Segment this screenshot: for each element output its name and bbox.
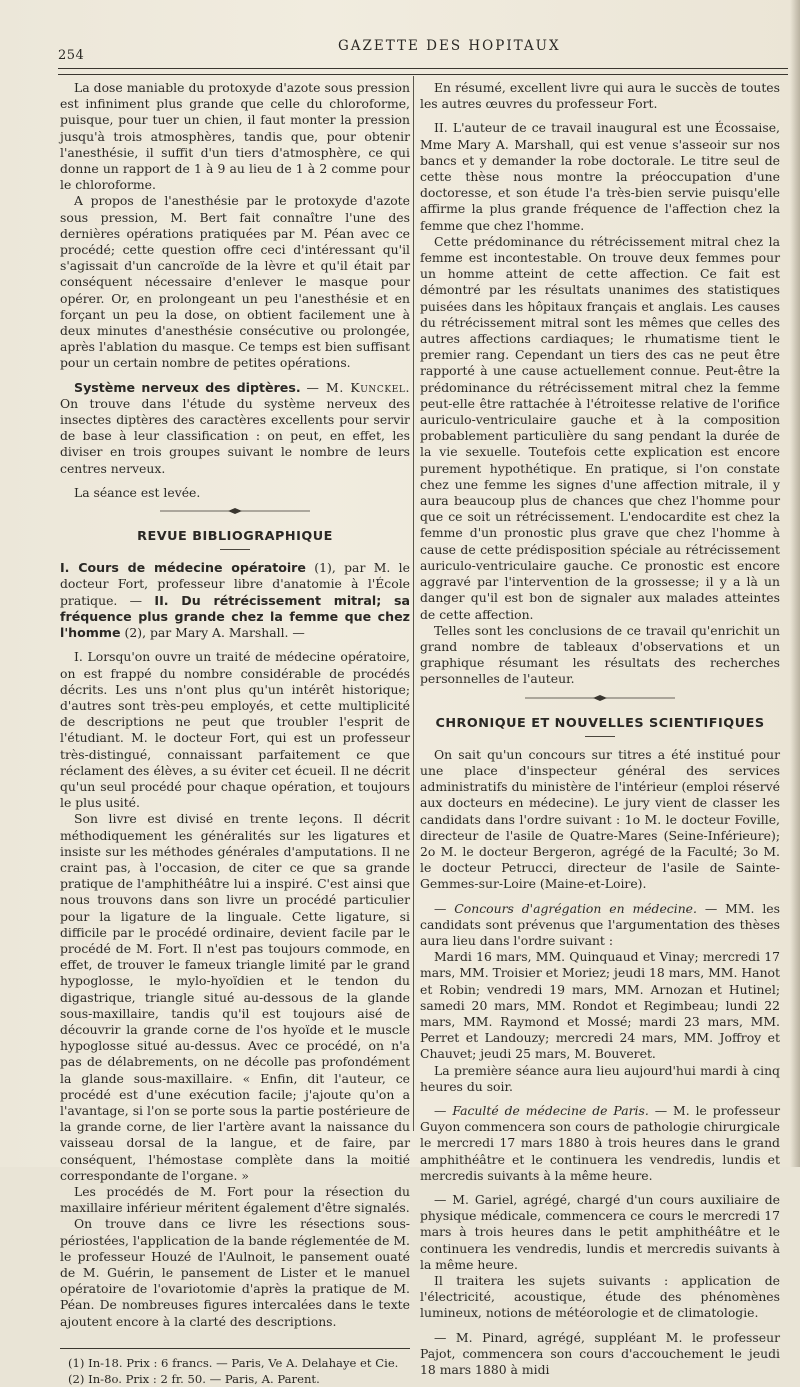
left-column <box>60 80 410 1387</box>
paragraph-text: — MM. les candidats sont prévenus que l'argumentation des thèses aura lieu dans l'ordre suivant : <box>420 900 780 948</box>
paragraph: II. L'auteur de ce travail inaugural est une Écossaise, Mme Mary A. Marshall, qui est venue s'asseoir sur nos bancs et y demander la robe doctorale. Le titre seul de cette thèse nous montre la préoccupation d'une doctoresse, et son étude l'a très-bien servie puisqu'elle affirme la plus grande fréquence de l'affection chez la femme que chez l'homme. <box>420 120 780 233</box>
paragraph: A propos de l'anesthésie par le protoxyde d'azote sous pression, M. Bert fait connaître l'une des dernières opérations pratiquées par M. Péan avec ce procédé; cette question offre ceci d'intéressant qu'il s'agissait d'un cancroïde de la lèvre et qu'il était par conséquent nécessaire d'enlever le masque pour opérer. Or, en prolongeant un peu l'anesthésie et en forçant un peu la dose, on obtient facilement une à deux minutes d'anesthésie consécutive ou prolongée, après l'ablation du masque. Ce temps est bien suffisant pour un certain nombre de petites opérations. <box>60 193 410 371</box>
section-title-dipteres: Système nerveux des diptères. <box>74 379 301 395</box>
paragraph <box>420 901 780 950</box>
footnote: (1) In-18. Prix : 6 francs. — Paris, Ve A. Delahaye et Cie. <box>68 1355 399 1370</box>
paragraph <box>420 1103 780 1184</box>
journal-title: GAZETTE DES HOPITAUX <box>338 38 561 54</box>
author-name: — M. Kunckel. <box>306 379 410 395</box>
paragraph: La première séance aura lieu aujourd'hui mardi à cinq heures du soir. <box>420 1062 780 1094</box>
column-divider <box>413 76 414 1131</box>
paragraph: Telles sont les conclusions de ce travail qu'enrichit un grand nombre de tableaux d'observations et un graphique résumant les résultats des recherches personnelles de l'auteur. <box>420 622 780 687</box>
paragraph: On sait qu'un concours sur titres a été institué pour une place d'inspecteur général des services administratifs du ministère de l'intérieur (emploi réservé aux docteurs en médecine). Le jury vient de classer les candidats dans l'ordre suivant : 1o M. le docteur Foville, directeur de l'asile de Quatre-Mares (Seine-Inférieure); 2o M. le docteur Bergeron, agrégé de la Faculté; 3o M. le docteur Petrucci, directeur de l'asile de Sainte-Gemmes-sur-Loire (Maine-et-Loire). <box>420 746 780 892</box>
paragraph-text: — M. le professeur Guyon commencera son cours de pathologie chirurgicale le mercredi 17 mars 1880 à trois heures dans le grand amphithéâtre et le continuera les vendredis, lundis et mercredis suivants à la même heure. <box>420 1102 780 1183</box>
page-header <box>58 38 788 68</box>
footnote-rule <box>60 1348 410 1349</box>
short-rule <box>220 549 250 550</box>
paragraph: — M. Gariel, agrégé, chargé d'un cours auxiliaire de physique médicale, commencera ce cours le mercredi 17 mars à trois heures dans le petit amphithéâtre et le continuera les vendredis, lundis et mercredis suivants à la même heure. <box>420 1192 780 1272</box>
paragraph: Cette prédominance du rétrécissement mitral chez la femme est incontestable. On trouve deux femmes pour un homme atteint de cette affection. Ce fait est démontré par les résultats unanimes des statistiques puisées dans les hôpitaux français et anglais. Les causes du rétrécissement mitral sont les mêmes que celles des autres affections cardiaques; le rhumatisme tient le premier rang. Cependant un tiers des cas ne peut être rapporté à une cause actuellement connue. Peut-être la prédominance du rétrécissement mitral chez la femme peut-elle être rattachée à l'étroitesse relative de l'orifice auriculo-ventriculaire gauche et à la composition probablement particulière du sang pendant la durée de la vie sexuelle. Toutefois cette explication est encore purement hypothétique. En pratique, si l'on constate chez une femme les signes d'une affection mitrale, il y aura beaucoup plus de chances que chez l'homme pour que ce soit un rétrécissement. L'endocardite est chez la femme d'un pronostic plus grave que chez l'homme à cause de cette prédisposition spéciale au rétrécissement auriculo-ventriculaire gauche. Ce pronostic est encore aggravé par l'intervention de la grossesse; il y a là un danger qu'il est bon de signaler aux malades atteintes de cette affection. <box>420 233 780 622</box>
paragraph: En résumé, excellent livre qui aura le succès de toutes les autres œuvres du professeur Fort. <box>420 80 780 112</box>
entry-title-ii: II. Du rétrécissement mitral; sa fréquence plus grande chez la femme que chez l'homme <box>60 592 410 641</box>
italic-lead: — Faculté de médecine de Paris. <box>434 1102 649 1118</box>
chronique-heading: CHRONIQUE ET NOUVELLES SCIENTIFIQUES <box>435 715 765 731</box>
paragraph-text: On trouve dans l'étude du système nerveux des insectes diptères des caractères excellents pour servir de base à leur classification : on peut, en effet, les diviser en trois groupes suivant le nombre de leurs centres nerveux. <box>60 395 410 476</box>
paragraph: La séance est levée. <box>74 484 201 500</box>
paragraph <box>60 380 410 477</box>
paragraph: La dose maniable du protoxyde d'azote sous pression est infiniment plus grande que celle du chloroforme, puisque, pour tuer un chien, il faut monter la pression jusqu'à trois atmosphères, tandis que, pour obtenir l'anesthésie, il suffit d'un tiers d'atmosphère, ce qui donne un rapport de 1 à 9 au lieu de 1 à 2 comme pour le chloroforme. <box>60 80 410 193</box>
paragraph: Les procédés de M. Fort pour la résection du maxillaire inférieur méritent également d'être signalés. <box>60 1184 410 1216</box>
paragraph: On trouve dans ce livre les résections sous-périostées, l'application de la bande réglementée de M. le professeur Houzé de l'Aulnoit, le pansement ouaté de M. Guérin, le pansement de Lister et le manuel opératoire de l'ovariotomie d'après la pratique de M. Péan. De nombreuses figures intercalées dans le texte ajoutent encore à la clarté des descriptions. <box>60 1216 410 1329</box>
book-entry <box>60 560 410 641</box>
paragraph: Mardi 16 mars, MM. Quinquaud et Vinay; mercredi 17 mars, MM. Troisier et Moriez; jeudi 18 mars, MM. Hanot et Robin; vendredi 19 mars, MM. Arnozan et Hutinel; samedi 20 mars, MM. Rondot et Regimbeau; lundi 22 mars, MM. Raymond et Mossé; mardi 23 mars, MM. Perret et Landouzy; mercredi 24 mars, MM. Joffroy et Chauvet; jeudi 25 mars, M. Bouveret. <box>420 949 780 1062</box>
ornament-divider <box>160 507 310 515</box>
ornament-divider <box>525 694 675 702</box>
header-rule <box>58 68 788 75</box>
entry-text: (2), par Mary A. Marshall. — <box>120 625 305 641</box>
page-number: 254 <box>58 48 85 63</box>
paragraph: — M. Pinard, agrégé, suppléant M. le professeur Pajot, commencera son cours d'accouchement le jeudi 18 mars 1880 à midi <box>420 1329 780 1378</box>
revue-heading: REVUE BIBLIOGRAPHIQUE <box>137 529 333 545</box>
italic-lead: — Concours d'agrégation en médecine. <box>434 900 697 916</box>
footnote: (2) In-8o. Prix : 2 fr. 50. — Paris, A. Parent. <box>68 1371 320 1386</box>
entry-text: (1), par M. le docteur Fort, professeur libre d'anatomie à l'École pratique. — <box>60 560 410 608</box>
right-column <box>420 80 780 1378</box>
paragraph: Il traitera les sujets suivants : application de l'électricité, acoustique, étude des phénomènes lumineux, notions de météorologie et de climatologie. <box>420 1273 780 1321</box>
paragraph: Son livre est divisé en trente leçons. Il décrit méthodiquement les généralités sur les ligatures et insiste sur les méthodes générales d'amputations. Il ne craint pas, à l'occasion, de citer ce que sa grande pratique de l'amphithéâtre lui a inspiré. C'est ainsi que nous trouvons dans son livre un procédé particulier pour la ligature de la linguale. Cette ligature, si difficile par le procédé ordinaire, devient facile par le procédé de M. Fort. Il n'est pas toujours commode, en effet, de trouver le fameux triangle limité par le grand hypoglosse, le mylo-hyoïdien et le tendon du digastrique, triangle situé au-dessous de la glande sous-maxillaire, tandis qu'il est toujours aisé de découvrir la grande corne de l'os hyoïde et le muscle hypoglosse situé au-dessus. Avec ce procédé, on n'a pas de délabrements, on ne décolle pas profondément la glande sous-maxillaire. « Enfin, dit l'auteur, ce procédé est d'une exécution facile; j'ajoute qu'on a l'avantage, si l'on se porte sous la partie postérieure de la grande corne, de lier l'artère avant la naissance du vaisseau dorsal de la langue, et de faire, par conséquent, l'hémostase complète dans la moitié correspondante de l'organe. » <box>60 811 410 1183</box>
entry-title-i: I. Cours de médecine opératoire <box>60 560 306 576</box>
short-rule <box>585 736 615 737</box>
paragraph: I. Lorsqu'on ouvre un traité de médecine opératoire, on est frappé du nombre considérable de procédés décrits. Les uns n'ont plus qu'un intérêt historique; d'autres sont très-peu employés, et cette multiplicité de descriptions ne peut que troubler l'esprit de l'étudiant. M. le docteur Fort, qui est un professeur très-distingué, connaissant parfaitement ce que réclament des élèves, a su éviter cet écueil. Il ne décrit qu'un seul procédé pour chaque opération, et toujours le plus usité. <box>60 649 410 811</box>
